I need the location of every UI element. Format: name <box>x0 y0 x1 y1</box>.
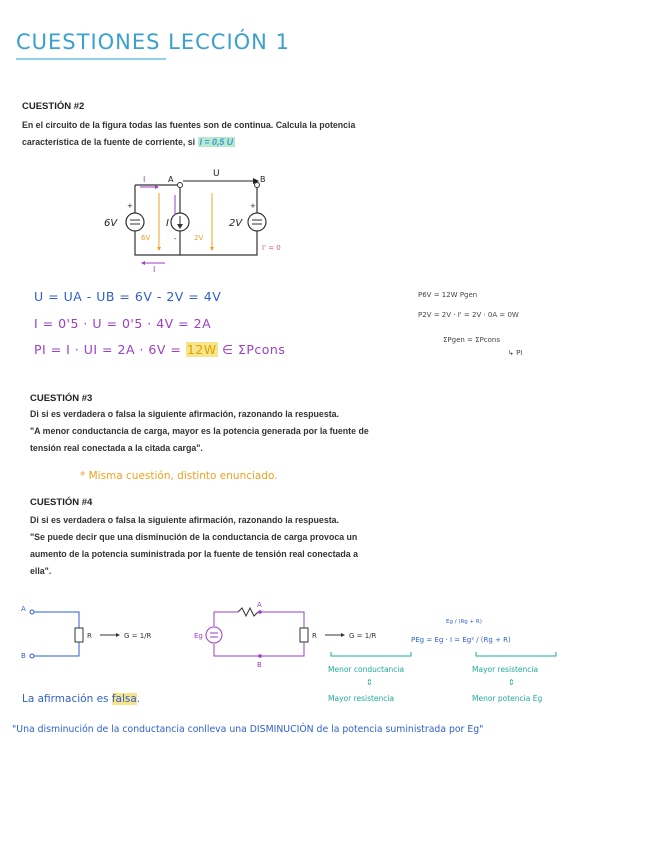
q2-circuit <box>95 165 305 280</box>
circuit-label-i-src: I <box>166 218 169 229</box>
circuit-label-a: A <box>168 175 174 184</box>
circuit-label-i-top: I <box>143 175 146 184</box>
q2-heading: CUESTIÓN #2 <box>22 101 85 112</box>
q2-eq3-suffix: ∈ ΣPcons <box>217 342 286 357</box>
q4-b2: B <box>257 661 262 669</box>
q2-highlight: I = 0,5 U <box>199 137 234 147</box>
q2-eq2: I = 0'5 · U = 0'5 · 4V = 2A <box>34 316 212 331</box>
circuit-minus: - <box>174 235 177 243</box>
circuit-label-6v: 6V <box>104 218 118 229</box>
circuit-drop-2v: 2V <box>194 234 204 242</box>
q4-g2: G = 1/R <box>349 632 377 640</box>
q4-r2: R <box>312 632 317 640</box>
q3-note: * Misma cuestión, distinto enunciado. <box>80 470 278 482</box>
q3-line1: Di si es verdadera o falsa la siguiente afirmación, razonando la respuesta. <box>30 409 339 419</box>
q2-side2: P2V = 2V · I' = 2V · 0A = 0W <box>418 311 519 319</box>
q4-arrow-1: ⇕ <box>366 678 373 687</box>
q4-mayor-res-b: Mayor resistencia <box>472 665 539 674</box>
circuit-plus-2: + <box>250 202 256 210</box>
q4-peg: PEg = Eg · I = Eg² / (Rg + R) <box>411 636 511 644</box>
q4-line1: Di si es verdadera o falsa la siguiente afirmación, razonando la respuesta. <box>30 515 339 525</box>
q4-menor-pot: Menor potencia Eg <box>472 694 543 703</box>
q2-side1: P6V = 12W Pgen <box>418 291 478 299</box>
q3-heading: CUESTIÓN #3 <box>30 393 93 404</box>
q4-final-statement: "Una disminución de la conductancia conlleva una DISMINUCIÓN de la potencia suministrada por Eg" <box>12 724 484 735</box>
circuit-plus-1: + <box>127 202 133 210</box>
circuit-drop-6v: 6V <box>141 234 151 242</box>
q4-mayor-res-a: Mayor resistencia <box>328 694 395 703</box>
page-title: CUESTIONES LECCIÓN 1 <box>16 30 290 54</box>
q4-peg-top: Eg / (Rg + R) <box>446 619 482 625</box>
q3-line2: "A menor conductancia de carga, mayor es la potencia generada por la fuente de tensión real conectada a la citada carga". <box>30 426 369 453</box>
circuit-label-i-zero: I' = 0 <box>262 244 281 252</box>
circuit-label-i-bottom: I <box>153 265 156 274</box>
q2-eq3 <box>34 342 285 357</box>
q2-eq1: U = UA - UB = 6V - 2V = 4V <box>34 289 222 304</box>
q4-eg: Eg <box>194 632 203 640</box>
q4-g1: G = 1/R <box>124 632 152 640</box>
q4-r1: R <box>87 632 92 640</box>
q4-line2: "Se puede decir que una disminución de la conductancia de carga provoca un aumento de la potencia suministrada por la fuente de tensión real conectada a ella". <box>30 532 359 576</box>
q4-arrow-2: ⇕ <box>508 678 515 687</box>
q2-text <box>22 117 372 151</box>
q2-side3: ΣPgen = ΣPcons <box>443 336 501 344</box>
q2-eq3-value: 12W <box>186 342 217 357</box>
q4-conclusion-prefix: La afirmación es <box>22 693 112 705</box>
q4-conclusion <box>22 693 140 705</box>
circuit-label-2v: 2V <box>229 218 243 229</box>
q4-b1: B <box>21 652 26 660</box>
circuit-label-u: U <box>213 169 220 179</box>
q4-conclusion-word: falsa <box>111 693 137 705</box>
q4-a2: A <box>257 601 262 609</box>
q2-side4: ↳ PI <box>508 349 523 357</box>
q2-text-body: En el circuito de la figura todas las fuentes son de continua. Calcula la potencia característica de la fuente de corriente, si <box>22 120 356 147</box>
title-underline <box>16 58 166 60</box>
q2-eq3-prefix: PI = I · UI = 2A · 6V = <box>34 342 186 357</box>
q4-heading: CUESTIÓN #4 <box>30 497 93 508</box>
q4-menor-cond: Menor conductancia <box>328 665 405 674</box>
q4-conclusion-suffix: . <box>136 693 141 705</box>
circuit-label-b: B <box>260 175 266 184</box>
q4-a1: A <box>21 605 26 613</box>
